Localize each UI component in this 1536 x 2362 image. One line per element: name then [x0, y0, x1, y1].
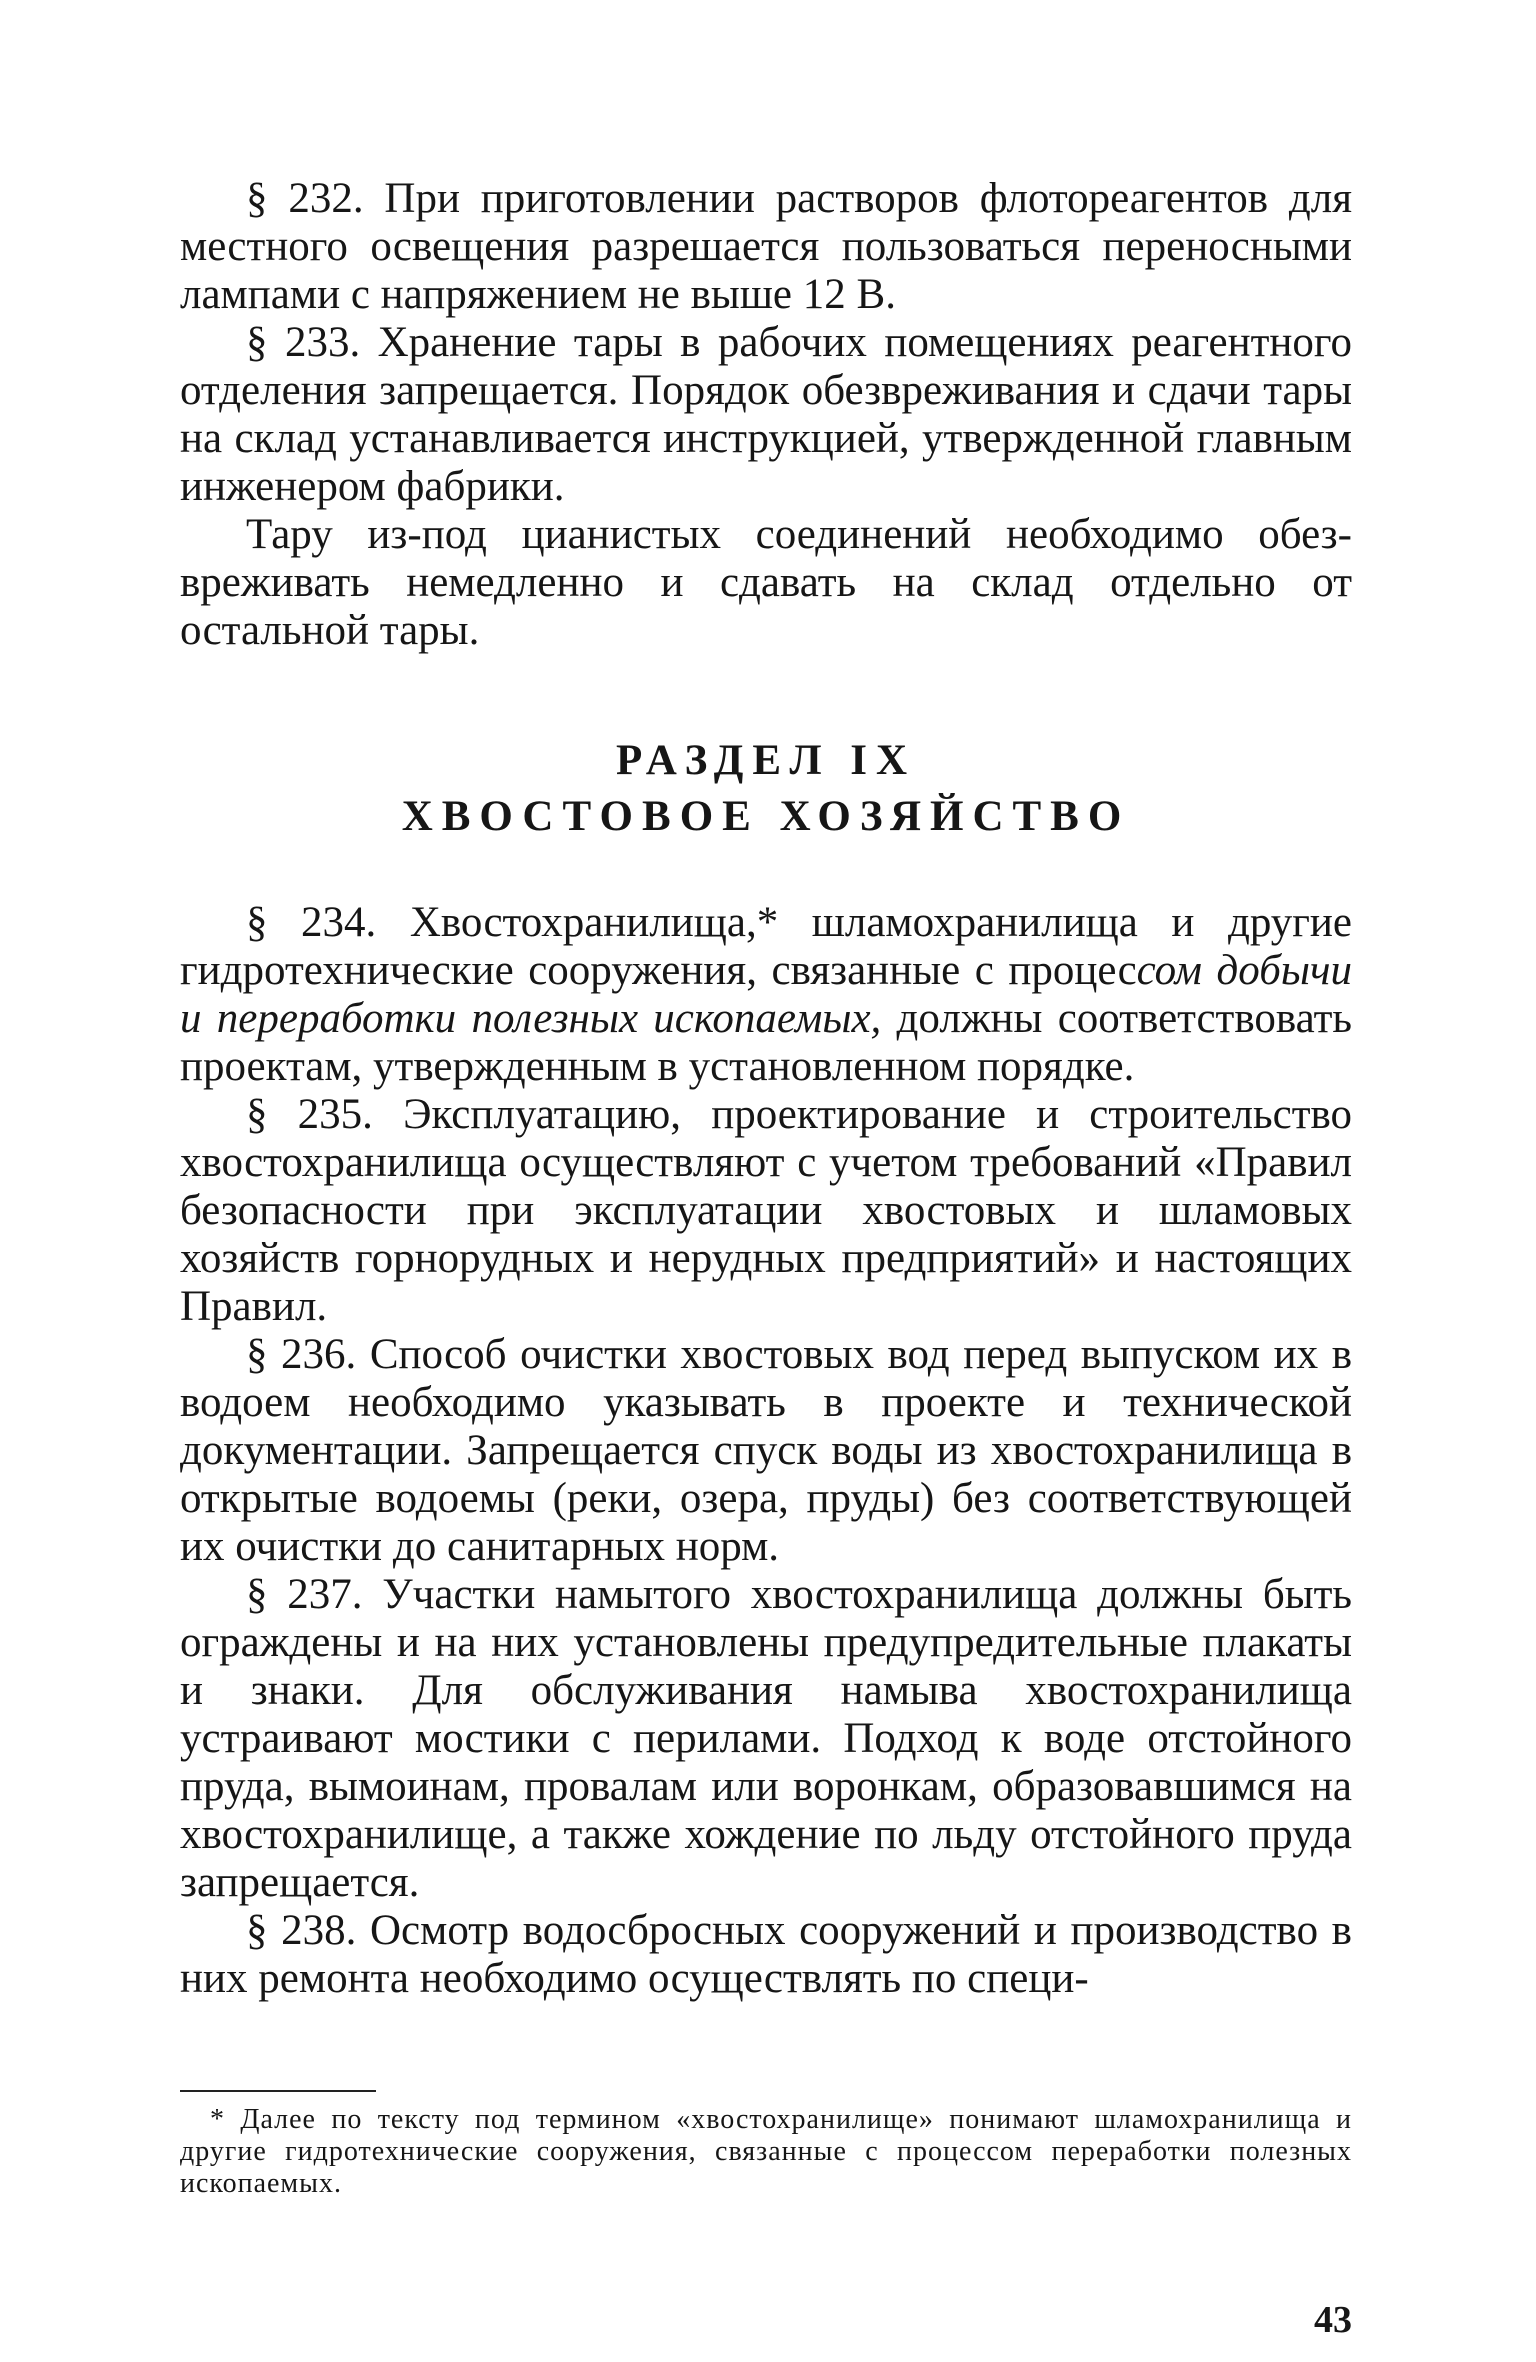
paragraph-238: § 238. Осмотр водосбросных сооружений и производство в них ремонта необходимо осуществлять по специ-	[180, 1907, 1352, 2002]
paragraph-234-start: § 234. Хвостохранилища,* шламохранилища и другие гидротехнические сооружения, связанные с процес	[180, 899, 1352, 994]
paragraph-237: § 237. Участки намытого хвостохранилища должны быть ограждены и на них установлены предупредительные плакаты и знаки. Для обслуживания намыва хвостохранилища устраивают мостики с перилами. Подход к воде отстойного пруда, вымоинам, провалам или воронкам, образовавшимся на хвостохранилище, а также хождение по льду отстойного пруда запрещается.	[180, 1571, 1352, 1906]
paragraph-233-continuation: Тару из-под цианистых соединений необходимо обезвреживать немедленно и сдавать на склад отдельно от остальной тары.	[180, 511, 1352, 654]
page-body	[180, 175, 1352, 2003]
paragraph-232: § 232. При приготовлении растворов флотореагентов для местного освещения разрешается пользоваться переносными лампами с напряжением не выше 12 В.	[180, 175, 1352, 318]
paragraph-233: § 233. Хранение тары в рабочих помещениях реагентного отделения запрещается. Порядок обезвреживания и сдачи тары на склад устанавливается инструкцией, утвержденной главным инженером фабрики.	[180, 319, 1352, 510]
paragraph-235: § 235. Эксплуатацию, проектирование и строительство хвостохранилища осуществляют с учетом требований «Правил безопасности при эксплуатации хвостовых и шламовых хозяйств горнорудных и нерудных предприятий» и настоящих Правил.	[180, 1091, 1352, 1330]
paragraph-234-italic: сом добычи и переработки полезных ископаемых,	[180, 947, 1353, 1042]
section-number: РАЗДЕЛ IX	[615, 737, 917, 784]
paragraph-234-end: должны соответствовать проектам, утвержденным в установленном порядке.	[180, 995, 1352, 1090]
footnote: * Далее по тексту под термином «хвостохранилище» понимают шламохранилища и другие гидротехнические сооружения, связанные с процессом переработки полезных ископаемых.	[180, 2104, 1352, 2199]
paragraph-236: § 236. Способ очистки хвостовых вод перед выпуском их в водоем необходимо указывать в проекте и технической документации. Запрещается спуск воды из хвостохранилища в открытые водоемы (реки, озера, пруды) без соответствующей их очистки до санитарных норм.	[180, 1331, 1352, 1570]
footnote-divider	[180, 2090, 376, 2092]
paragraph-234	[180, 899, 1352, 1091]
section-title: ХВОСТОВОЕ ХОЗЯЙСТВО	[401, 793, 1131, 840]
page-number: 43	[1314, 2299, 1352, 2341]
